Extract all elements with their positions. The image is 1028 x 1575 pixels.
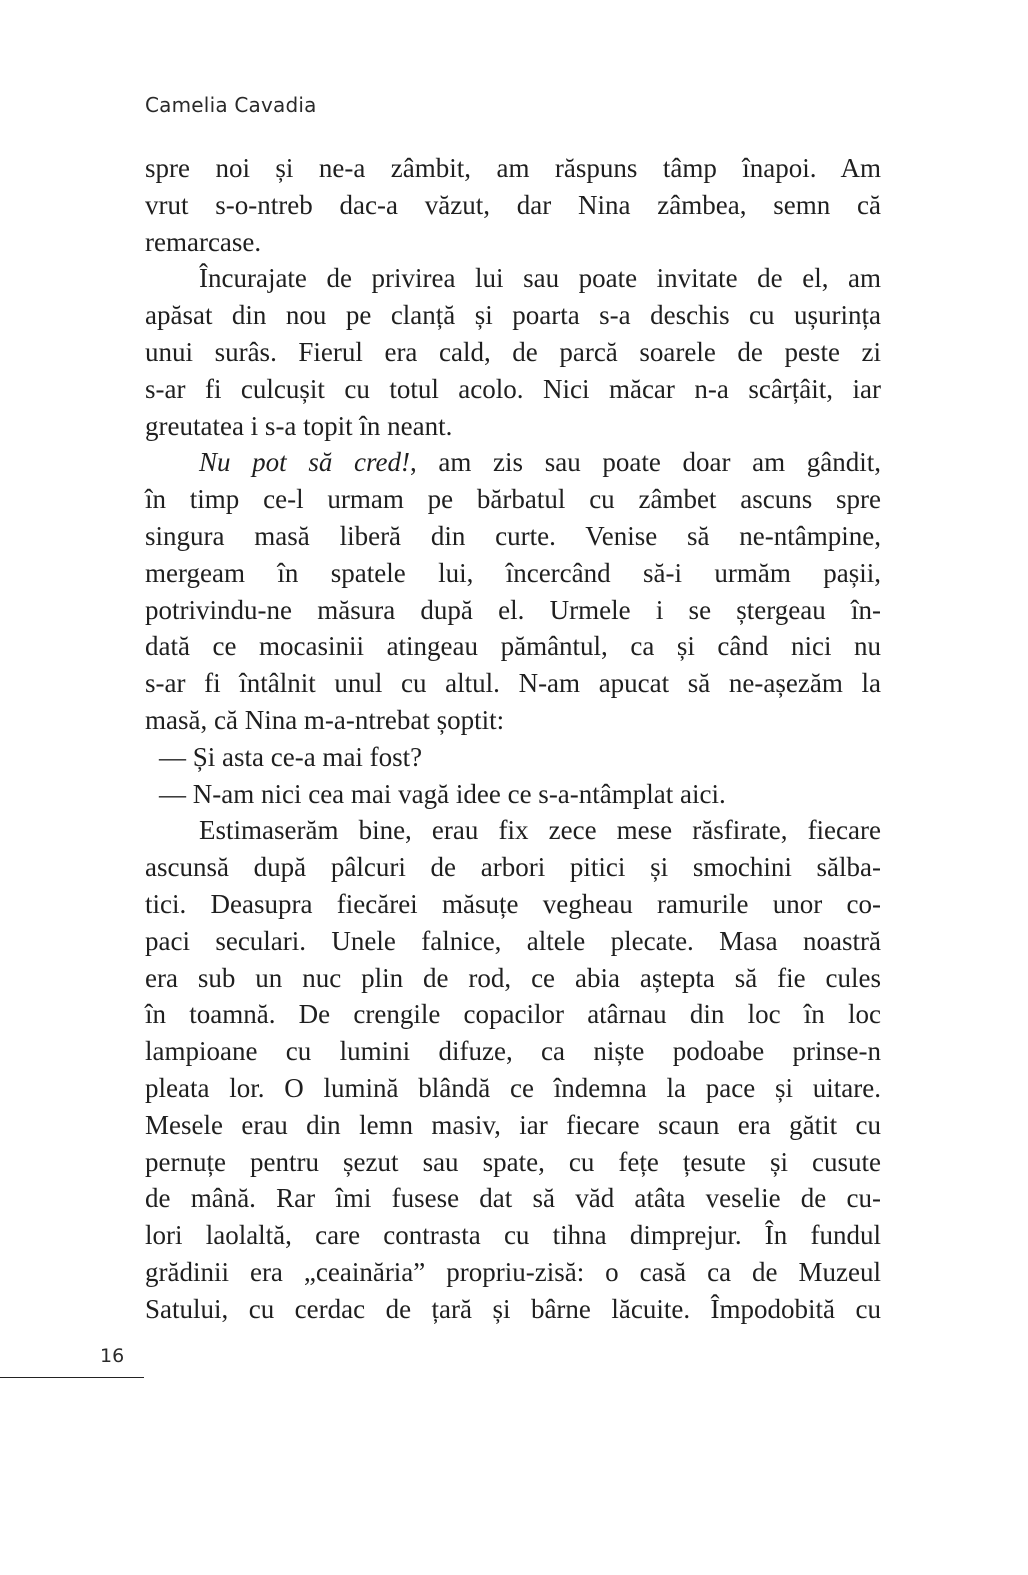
- text-line: singura masă liberă din curte. Venise să ne-ntâmpine,: [145, 520, 881, 551]
- text-line: lampioane cu lumini difuze, ca niște podoabe prinse-n: [145, 1036, 881, 1067]
- text-line-mixed: [145, 444, 881, 481]
- text-line: lori laolaltă, care contrasta cu tihna dimprejur. În fundul: [145, 1220, 881, 1251]
- footer-rule: [0, 1377, 144, 1378]
- dialogue-line: — Și asta ce-a mai fost?: [159, 741, 423, 772]
- text-line: Mesele erau din lemn masiv, iar fiecare scaun era gătit cu: [145, 1109, 881, 1140]
- text-line: spre noi și ne-a zâmbit, am răspuns tâmp înapoi. Am: [145, 153, 881, 183]
- page-number: 16: [100, 1345, 125, 1367]
- text-line: paci seculari. Unele falnice, altele plecate. Masa noastră: [145, 925, 881, 956]
- text-line: vrut s-o-ntreb dac-a văzut, dar Nina zâmbea, semn că: [145, 189, 881, 220]
- text-line: în toamnă. De crengile copacilor atârnau din loc în loc: [145, 999, 881, 1030]
- text-line: dată ce mocasinii atingeau pământul, ca și când nici nu: [145, 631, 881, 662]
- text-line: Încurajate de privirea lui sau poate invitate de el, am: [199, 263, 881, 294]
- text-line: în timp ce-l urmam pe bărbatul cu zâmbet ascuns spre: [145, 484, 881, 515]
- text-line: pernuțe pentru șezut sau spate, cu fețe țesute și cusute: [145, 1146, 881, 1177]
- dialogue-line: — N-am nici cea mai vagă idee ce s-a-ntâmplat aici.: [159, 778, 726, 809]
- text-line: unui surâs. Fierul era cald, de parcă soarele de peste zi: [145, 336, 881, 367]
- text-line: remarcase.: [145, 226, 262, 257]
- text-line: ascunsă după pâlcuri de arbori pitici și smochini sălba-: [145, 852, 881, 883]
- text-span: , am zis sau poate doar am gândit,: [409, 447, 882, 478]
- text-line: mergeam în spatele lui, încercând să-i urmăm pașii,: [145, 557, 881, 588]
- text-line: Estimaserăm bine, erau fix zece mese răsfirate, fiecare: [199, 815, 881, 846]
- text-line: Satului, cu cerdac de țară și bârne lăcuite. Împodobită cu: [145, 1293, 881, 1324]
- text-line: greutatea i s-a topit în neant.: [145, 410, 453, 441]
- page-body-text: [145, 150, 881, 1328]
- text-line: masă, că Nina m-a-ntrebat șoptit:: [145, 704, 505, 735]
- text-line: s-ar fi întâlnit unul cu altul. N-am apucat să ne-așezăm la: [145, 668, 881, 699]
- text-line: tici. Deasupra fiecărei măsuțe vegheau ramurile unor co-: [145, 888, 881, 919]
- italic-phrase: Nu pot să cred!: [199, 447, 410, 478]
- text-line: apăsat din nou pe clanță și poarta s-a deschis cu ușurința: [145, 300, 881, 331]
- text-line: s-ar fi culcușit cu totul acolo. Nici măcar n-a scârțâit, iar: [145, 373, 881, 404]
- text-line: era sub un nuc plin de rod, ce abia aștepta să fie cules: [145, 962, 881, 993]
- text-line: de mână. Rar îmi fusese dat să văd atâta veselie de cu-: [145, 1183, 881, 1214]
- text-line: grădinii era „ceainăria” propriu-zisă: o casă ca de Muzeul: [145, 1256, 881, 1287]
- text-line: pleata lor. O lumină blândă ce îndemna la pace și uitare.: [145, 1072, 881, 1103]
- text-line: potrivindu-ne măsura după el. Urmele i se ștergeau în-: [145, 594, 881, 625]
- running-head-author: Camelia Cavadia: [145, 93, 317, 117]
